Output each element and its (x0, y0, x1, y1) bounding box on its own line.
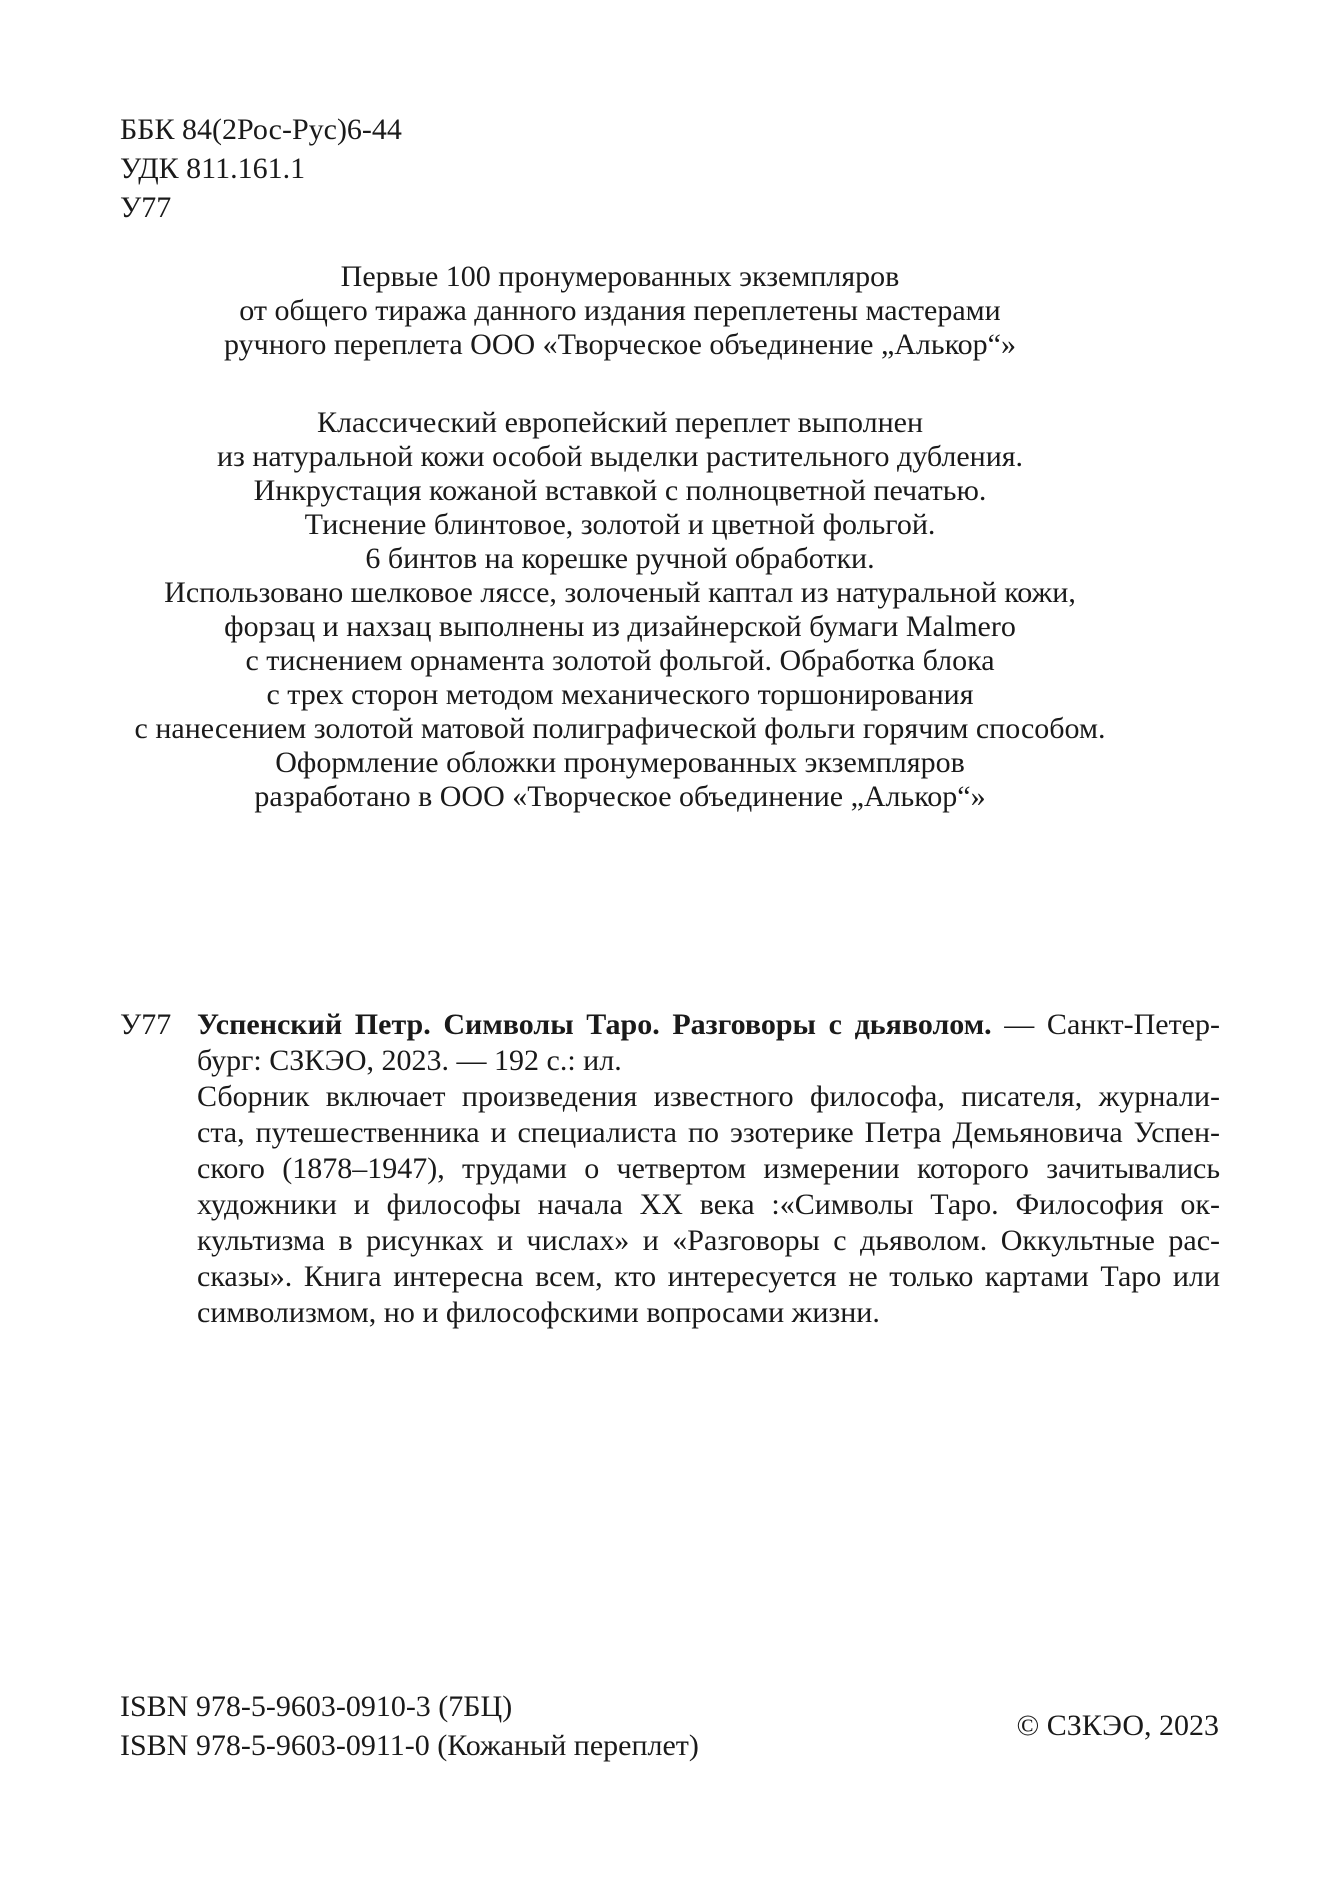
annotation-line: ского (1878–1947), трудами о четвертом измерении которого зачитывались (197, 1152, 1220, 1185)
isbn-line: ISBN 978-5-9603-0910-3 (7БЦ) (120, 1690, 513, 1723)
annotation-line: художники и философы начала XX века :«Символы Таро. Философия ок- (197, 1188, 1220, 1221)
annotation-line: сказы». Книга интересна всем, кто интересуется не только картами Таро или (197, 1260, 1220, 1293)
annotation-line: ста, путешественника и специалиста по эзотерике Петра Демьяновича Успен- (197, 1116, 1220, 1149)
classification-codes (120, 110, 402, 227)
binding-line: с тиснением орнамента золотой фольгой. Обработка блока (245, 644, 995, 677)
author-mark: У77 (120, 191, 172, 224)
entry-imprint-part2: бург: СЗКЭО, 2023. — 192 с.: ил. (197, 1044, 622, 1077)
bbk-code: ББК 84(2Рос-Рус)6-44 (120, 113, 402, 146)
binding-line: Использовано шелковое ляссе, золоченый каптал из натуральной кожи, (164, 576, 1076, 609)
entry-body (197, 1007, 1220, 1331)
binding-line: Тиснение блинтовое, золотой и цветной фольгой. (304, 508, 936, 541)
numbered-copies-note (120, 260, 1120, 362)
annotation-line: культизма в рисунках и числах» и «Разговоры с дьяволом. Оккультные рас- (197, 1224, 1220, 1257)
binding-description (120, 406, 1120, 814)
binding-line: форзац и нахзац выполнены из дизайнерской бумаги Malmero (224, 610, 1016, 643)
binding-line: Классический европейский переплет выполнен (316, 406, 924, 439)
annotation-line: Сборник включает произведения известного философа, писателя, журнали- (197, 1080, 1220, 1113)
binding-line: 6 бинтов на корешке ручной обработки. (365, 542, 875, 575)
copyright-notice: © СЗКЭО, 2023 (1016, 1709, 1219, 1742)
entry-heading-line (197, 1007, 1220, 1043)
binding-line: из натуральной кожи особой выделки растительного дубления. (216, 440, 1024, 473)
annotation-line: символизмом, но и философскими вопросами жизни. (197, 1296, 880, 1329)
entry-imprint-part1: — Санкт-Петер- (991, 1008, 1220, 1041)
entry-title: Успенский Петр. Символы Таро. Разговоры с дьяволом. (197, 1008, 992, 1041)
binding-line: с нанесением золотой матовой полиграфической фольги горячим способом. (134, 712, 1106, 745)
entry-code: У77 (120, 1008, 172, 1041)
binding-line: Оформление обложки пронумерованных экземпляров (275, 746, 965, 779)
numbered-copies-line: Первые 100 пронумерованных экземпляров (340, 260, 900, 293)
isbn-block (120, 1687, 699, 1765)
isbn-line: ISBN 978-5-9603-0911-0 (Кожаный переплет) (120, 1729, 699, 1762)
udk-code: УДК 811.161.1 (120, 152, 306, 185)
binding-line: Инкрустация кожаной вставкой с полноцветной печатью. (253, 474, 987, 507)
binding-line: разработано в ООО «Творческое объединение „Алькор“» (254, 780, 986, 813)
numbered-copies-line: от общего тиража данного издания переплетены мастерами (239, 294, 1001, 327)
binding-line: с трех сторон методом механического торшонирования (266, 678, 974, 711)
numbered-copies-line: ручного переплета ООО «Творческое объединение „Алькор“» (224, 328, 1016, 361)
